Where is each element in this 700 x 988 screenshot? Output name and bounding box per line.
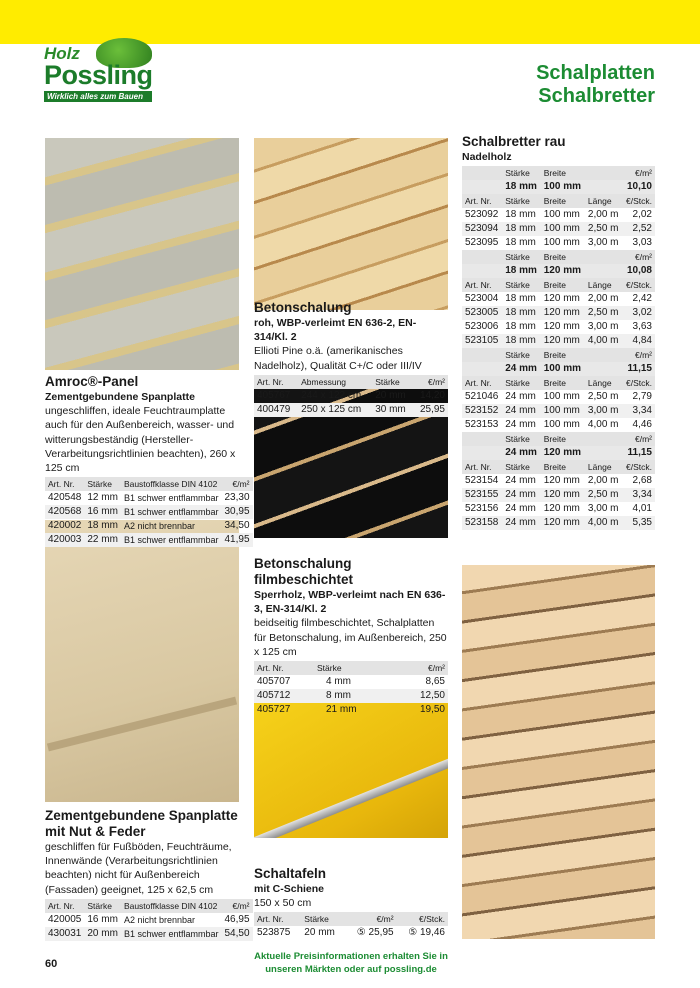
col-header: €/m² [221, 477, 252, 491]
col-header: €/m² [221, 899, 252, 913]
col-header: Länge [585, 460, 622, 474]
col-header: Stärke [502, 376, 541, 390]
cell-art-nr: 523006 [465, 321, 499, 333]
spanplatte-section [45, 808, 250, 941]
col-header [462, 250, 502, 264]
col-header: Stärke [502, 278, 541, 292]
table-header-row [45, 899, 253, 913]
spanplatte-description: geschliffen für Fußböden, Feuchträume, Innenwände (Verarbeitungsrichtlinien beachten) nicht für Außenbereich (Fassaden) geeignet, 125 x 62,5 cm [45, 841, 232, 896]
table-row [462, 320, 655, 334]
cell-price: 54,50 [221, 927, 252, 941]
spanplatte-table [45, 899, 253, 941]
schaltafeln-description: 150 x 50 cm [254, 897, 312, 910]
group-row [462, 180, 655, 194]
betonschalung-image [254, 138, 448, 310]
group-header-row [462, 432, 655, 446]
table-header-row [462, 376, 655, 390]
film-table [254, 661, 448, 717]
col-header: €/m² [622, 250, 655, 264]
group-row [462, 362, 655, 376]
group-staerke: 24 mm [502, 362, 541, 376]
cell-price: 3,03 [632, 237, 652, 249]
cell-staerke: 18 mm [505, 321, 536, 333]
betonschalung-table [254, 375, 448, 417]
cell-art-nr: 430031 [45, 927, 84, 941]
film-subtitle: Sperrholz, WBP-verleimt nach EN 636-3, EN-314/Kl. 2 [254, 589, 446, 616]
cell-klasse: A2 nicht brennbar [123, 914, 195, 925]
cell-art-nr: 523105 [462, 334, 502, 348]
group-row [462, 264, 655, 278]
cell-laenge: 3,00 m [585, 404, 622, 418]
cell-staerke: 18 mm [505, 293, 536, 305]
table-row [45, 519, 253, 533]
cell-staerke: 18 mm [502, 306, 541, 320]
schaltafeln-title: Schaltafeln [254, 866, 327, 881]
table-row [254, 403, 448, 417]
col-header: Stärke [301, 912, 345, 926]
cell-art-nr: 405767 [257, 389, 291, 401]
cell-klasse: B1 schwer entflammbar [121, 505, 222, 519]
cell-price: 30,95 [221, 505, 252, 519]
cell-breite: 120 mm [541, 334, 585, 348]
table-row [254, 689, 448, 703]
group-price: 11,15 [622, 362, 655, 376]
cell-price: 46,95 [224, 913, 250, 925]
cell-art-nr: 523092 [465, 209, 499, 221]
table-row [462, 236, 655, 250]
cell-price: 41,95 [221, 533, 252, 547]
amroc-title: Amroc®-Panel [45, 374, 139, 389]
amroc-description: ungeschliffen, ideale Feuchtraumplatte auch für den Außenbereich, wasser- und witterungsbeständig (Hersteller-Verarbeitungsrichtlinien beachten), 260 x 125 cm [45, 405, 236, 475]
cell-art-nr: 420002 [48, 520, 82, 532]
cell-staerke: 18 mm [505, 237, 536, 249]
cell-art-nr: 523094 [462, 222, 502, 236]
cell-art-nr: 420003 [45, 533, 84, 547]
cell-breite: 100 mm [543, 209, 580, 221]
col-header: Art. Nr. [462, 376, 502, 390]
table-row [462, 404, 655, 418]
table-row [462, 306, 655, 320]
cell-staerke: 18 mm [502, 222, 541, 236]
group-breite: 100 mm [541, 180, 585, 194]
cell-empty [462, 362, 502, 376]
cell-art-nr: 523005 [462, 306, 502, 320]
col-header: Stärke [84, 477, 121, 491]
possling-logo[interactable] [42, 38, 154, 102]
cell-laenge: 3,00 m [587, 321, 619, 333]
table-row [254, 703, 448, 717]
cell-price: 4,01 [632, 503, 652, 515]
cell-empty [462, 264, 502, 278]
cell-art-nr: 523152 [462, 404, 502, 418]
schaltafeln-section [254, 866, 448, 940]
table-row [45, 491, 253, 505]
betonschalung-section [254, 300, 448, 417]
group-header-row [462, 348, 655, 362]
cell-staerke: 20 mm [304, 927, 335, 939]
col-header: Art. Nr. [45, 899, 84, 913]
cell-price-m2: ⑤ 25,95 [356, 927, 394, 939]
table-header-row [462, 460, 655, 474]
cell-price: 8,65 [425, 676, 445, 688]
col-header: €/m² [413, 375, 448, 389]
schaltafel-image [254, 700, 448, 838]
table-row [254, 926, 448, 940]
schalbretter-image [462, 565, 655, 939]
col-header [462, 348, 502, 362]
cell-art-nr: 420005 [48, 913, 82, 925]
spanplatte-title-line2: mit Nut & Feder [45, 824, 146, 839]
col-header: Breite [541, 432, 585, 446]
cell-staerke: 24 mm [505, 475, 536, 487]
cell-breite: 120 mm [543, 475, 580, 487]
cell-staerke: 22 mm [84, 533, 121, 547]
cell-staerke: 24 mm [505, 503, 536, 515]
group-breite: 100 mm [541, 362, 585, 376]
table-header-row [254, 661, 448, 675]
cell-klasse: B1 schwer entflammbar [123, 493, 219, 504]
cell-laenge: 2,50 m [585, 306, 622, 320]
cell-art-nr: 523004 [465, 293, 499, 305]
cell-staerke: 24 mm [505, 419, 536, 431]
col-header: Stärke [314, 661, 394, 675]
col-header: €/Stck. [397, 912, 448, 926]
film-title: Betonschalung filmbeschichtet [254, 556, 354, 587]
cell-breite: 120 mm [541, 306, 585, 320]
group-breite: 120 mm [541, 264, 585, 278]
group-header-row [462, 166, 655, 180]
cell-price: 3,63 [632, 321, 652, 333]
group-staerke: 18 mm [502, 180, 541, 194]
cell-empty [585, 264, 622, 278]
cell-laenge: 3,00 m [587, 503, 619, 515]
cell-breite: 100 mm [541, 404, 585, 418]
cell-empty [585, 446, 622, 460]
table-header-row [462, 278, 655, 292]
table-header-row [45, 477, 253, 491]
cell-price: 34,50 [224, 520, 250, 532]
col-header [585, 348, 622, 362]
cell-art-nr: 523153 [465, 419, 499, 431]
cell-abmessung: 250 x 125 cm [298, 403, 372, 417]
col-header [585, 432, 622, 446]
cell-art-nr: 523154 [465, 475, 499, 487]
group-price: 11,15 [622, 446, 655, 460]
cell-price-stck: ⑤ 19,46 [408, 927, 445, 939]
cell-klasse: A2 nicht brennbar [123, 521, 195, 532]
schalbretter-table [462, 166, 655, 530]
cell-price: 2,02 [632, 209, 652, 221]
logo-name: Possling [44, 60, 153, 90]
cell-klasse: B1 schwer entflammbar [121, 533, 222, 547]
heading-line-2: Schalbretter [538, 85, 655, 107]
col-header: Breite [541, 376, 585, 390]
col-header: Stärke [372, 375, 413, 389]
table-row [45, 913, 253, 927]
table-row [462, 516, 655, 530]
col-header: €/Stck. [622, 194, 655, 208]
col-header: Breite [541, 348, 585, 362]
cell-price: 4,46 [632, 419, 652, 431]
cell-art-nr: 523875 [257, 927, 291, 939]
cell-art-nr: 405727 [257, 704, 291, 716]
schalbretter-subtitle: Nadelholz [462, 151, 512, 163]
cell-price: 3,34 [622, 404, 655, 418]
cell-staerke: 18 mm [87, 520, 118, 532]
col-header: Breite [541, 278, 585, 292]
col-header: Breite [541, 460, 585, 474]
cell-price: 4,84 [622, 334, 655, 348]
cell-art-nr: 420568 [45, 505, 84, 519]
table-row [254, 675, 448, 689]
col-header: Art. Nr. [462, 194, 502, 208]
cell-art-nr: 405712 [254, 689, 314, 703]
col-header: €/m² [622, 166, 655, 180]
table-header-row [254, 375, 448, 389]
cell-laenge: 2,50 m [585, 488, 622, 502]
cell-art-nr: 405707 [257, 676, 291, 688]
col-header: Art. Nr. [254, 661, 314, 675]
col-header: Art. Nr. [45, 477, 84, 491]
cell-art-nr: 523156 [465, 503, 499, 515]
cell-laenge: 2,00 m [587, 209, 619, 221]
group-staerke: 24 mm [502, 446, 541, 460]
col-header [462, 432, 502, 446]
cell-breite: 100 mm [543, 419, 580, 431]
cell-empty [462, 446, 502, 460]
cell-art-nr: 523158 [462, 516, 502, 530]
cell-laenge: 2,00 m [587, 293, 619, 305]
table-row [462, 292, 655, 306]
cell-laenge: 2,00 m [587, 475, 619, 487]
col-header [462, 166, 502, 180]
schalbretter-title: Schalbretter rau [462, 134, 566, 149]
cell-laenge: 2,50 m [585, 222, 622, 236]
table-row [462, 222, 655, 236]
cell-staerke: 4 mm [326, 676, 351, 688]
col-header: Stärke [502, 166, 541, 180]
cell-empty [585, 362, 622, 376]
cell-staerke: 24 mm [502, 516, 541, 530]
cell-art-nr: 521046 [465, 391, 499, 403]
table-row [462, 418, 655, 432]
col-header: €/m² [345, 912, 396, 926]
cell-price: 2,79 [632, 391, 652, 403]
group-header-row [462, 250, 655, 264]
cell-art-nr: 523095 [465, 237, 499, 249]
cell-price: 14,20 [419, 389, 445, 401]
col-header: Baustoffklasse DIN 4102 [121, 477, 222, 491]
footer-note [254, 950, 448, 976]
cell-staerke: 21 mm [326, 704, 357, 716]
cell-breite: 120 mm [541, 488, 585, 502]
schalbretter-section [462, 134, 655, 530]
spanplatte-title: Zementgebundene Spanplatte [45, 808, 238, 823]
cell-breite: 120 mm [543, 293, 580, 305]
cell-breite: 100 mm [543, 237, 580, 249]
cell-breite: 120 mm [541, 516, 585, 530]
amroc-table [45, 477, 253, 547]
col-header: €/Stck. [622, 460, 655, 474]
cell-staerke: 8 mm [314, 689, 394, 703]
col-header: Stärke [502, 250, 541, 264]
schaltafeln-table [254, 912, 448, 940]
heading-line-1: Schalplatten [536, 62, 655, 84]
cell-staerke: 12 mm [87, 492, 118, 504]
betonschalung-title: Betonschalung [254, 300, 352, 315]
cell-price: 3,34 [622, 488, 655, 502]
schaltafeln-subtitle: mit C-Schiene [254, 883, 325, 895]
amroc-section [45, 374, 250, 547]
logo-holz-text: Holz [44, 44, 80, 63]
col-header: €/m² [394, 661, 448, 675]
group-row [462, 446, 655, 460]
cell-price: 23,30 [224, 492, 250, 504]
cell-empty [585, 180, 622, 194]
col-header: Länge [585, 376, 622, 390]
amroc-subtitle: Zementgebundene Spanplatte [45, 391, 195, 403]
table-row [462, 474, 655, 488]
logo-slogan: Wirklich alles zum Bauen [44, 91, 152, 102]
col-header: Art. Nr. [462, 278, 502, 292]
col-header: Länge [585, 194, 622, 208]
cell-laenge: 4,00 m [587, 419, 619, 431]
col-header: Abmessung [298, 375, 372, 389]
cell-price: 25,95 [413, 403, 448, 417]
cell-staerke: 20 mm [84, 927, 121, 941]
cell-price: 2,42 [632, 293, 652, 305]
col-header: Art. Nr. [462, 460, 502, 474]
group-price: 10,08 [622, 264, 655, 278]
col-header: €/m² [622, 432, 655, 446]
col-header: Breite [541, 166, 585, 180]
col-header: Stärke [502, 460, 541, 474]
cell-price: 19,50 [419, 704, 445, 716]
cell-staerke: 24 mm [502, 404, 541, 418]
cell-staerke: 16 mm [84, 505, 121, 519]
cell-price: 12,50 [394, 689, 448, 703]
group-staerke: 18 mm [502, 264, 541, 278]
table-row [462, 208, 655, 222]
table-row [462, 502, 655, 516]
col-header [585, 166, 622, 180]
cell-price: 2,68 [632, 475, 652, 487]
col-header: €/Stck. [622, 376, 655, 390]
cell-klasse: B1 schwer entflammbar [121, 927, 222, 941]
col-header: Breite [541, 194, 585, 208]
table-row [462, 488, 655, 502]
cell-empty [462, 180, 502, 194]
table-header-row [254, 912, 448, 926]
footer-line-1: Aktuelle Preisinformationen erhalten Sie in [254, 951, 448, 962]
cell-staerke: 18 mm [502, 334, 541, 348]
table-row [254, 389, 448, 403]
page-heading [536, 62, 655, 108]
col-header: Baustoffklasse DIN 4102 [121, 899, 222, 913]
cell-art-nr: 400479 [254, 403, 298, 417]
table-header-row [462, 194, 655, 208]
cell-breite: 100 mm [541, 222, 585, 236]
col-header: €/Stck. [622, 278, 655, 292]
cell-price: 5,35 [622, 516, 655, 530]
col-header: Breite [541, 250, 585, 264]
cell-breite: 120 mm [543, 503, 580, 515]
cell-laenge: 2,50 m [587, 391, 619, 403]
cell-staerke: 20 mm [375, 389, 406, 401]
cell-breite: 120 mm [543, 321, 580, 333]
betonschalung-subtitle: roh, WBP-verleimt EN 636-2, EN-314/Kl. 2 [254, 317, 417, 344]
cell-staerke: 24 mm [502, 488, 541, 502]
group-breite: 120 mm [541, 446, 585, 460]
col-header: Länge [585, 278, 622, 292]
table-row [462, 390, 655, 404]
cell-price: 3,02 [622, 306, 655, 320]
film-description: beidseitig filmbeschichtet, Schalplatten für Betonschalung, im Außenbereich, 250 x 125 cm [254, 617, 447, 658]
cell-laenge: 4,00 m [585, 334, 622, 348]
col-header: Stärke [502, 194, 541, 208]
spanplatte-image [45, 520, 239, 802]
cell-staerke: 30 mm [372, 403, 413, 417]
table-row [45, 505, 253, 519]
amroc-panel-image [45, 138, 239, 370]
col-header: Art. Nr. [254, 375, 298, 389]
col-header [585, 250, 622, 264]
page-number: 60 [45, 958, 58, 970]
cell-staerke: 16 mm [87, 913, 118, 925]
betonschalung-description: Ellioti Pine o.ä. (amerikanisches Nadelholz), Qualität C+/C oder III/IV [254, 345, 422, 372]
col-header: Stärke [502, 348, 541, 362]
cell-abmessung: 244 x 122 cm [301, 389, 362, 401]
col-header: €/m² [622, 348, 655, 362]
table-row [462, 334, 655, 348]
table-row [45, 927, 253, 941]
col-header: Stärke [502, 432, 541, 446]
col-header: Art. Nr. [254, 912, 301, 926]
cell-staerke: 24 mm [505, 391, 536, 403]
film-section [254, 556, 448, 717]
col-header: Stärke [84, 899, 121, 913]
cell-breite: 100 mm [543, 391, 580, 403]
table-row [45, 533, 253, 547]
cell-staerke: 18 mm [505, 209, 536, 221]
cell-art-nr: 420548 [48, 492, 82, 504]
cell-art-nr: 523155 [462, 488, 502, 502]
cell-laenge: 3,00 m [587, 237, 619, 249]
group-price: 10,10 [622, 180, 655, 194]
cell-laenge: 4,00 m [585, 516, 622, 530]
footer-line-2: unseren Märkten oder auf possling.de [265, 964, 437, 975]
cell-price: 2,52 [622, 222, 655, 236]
